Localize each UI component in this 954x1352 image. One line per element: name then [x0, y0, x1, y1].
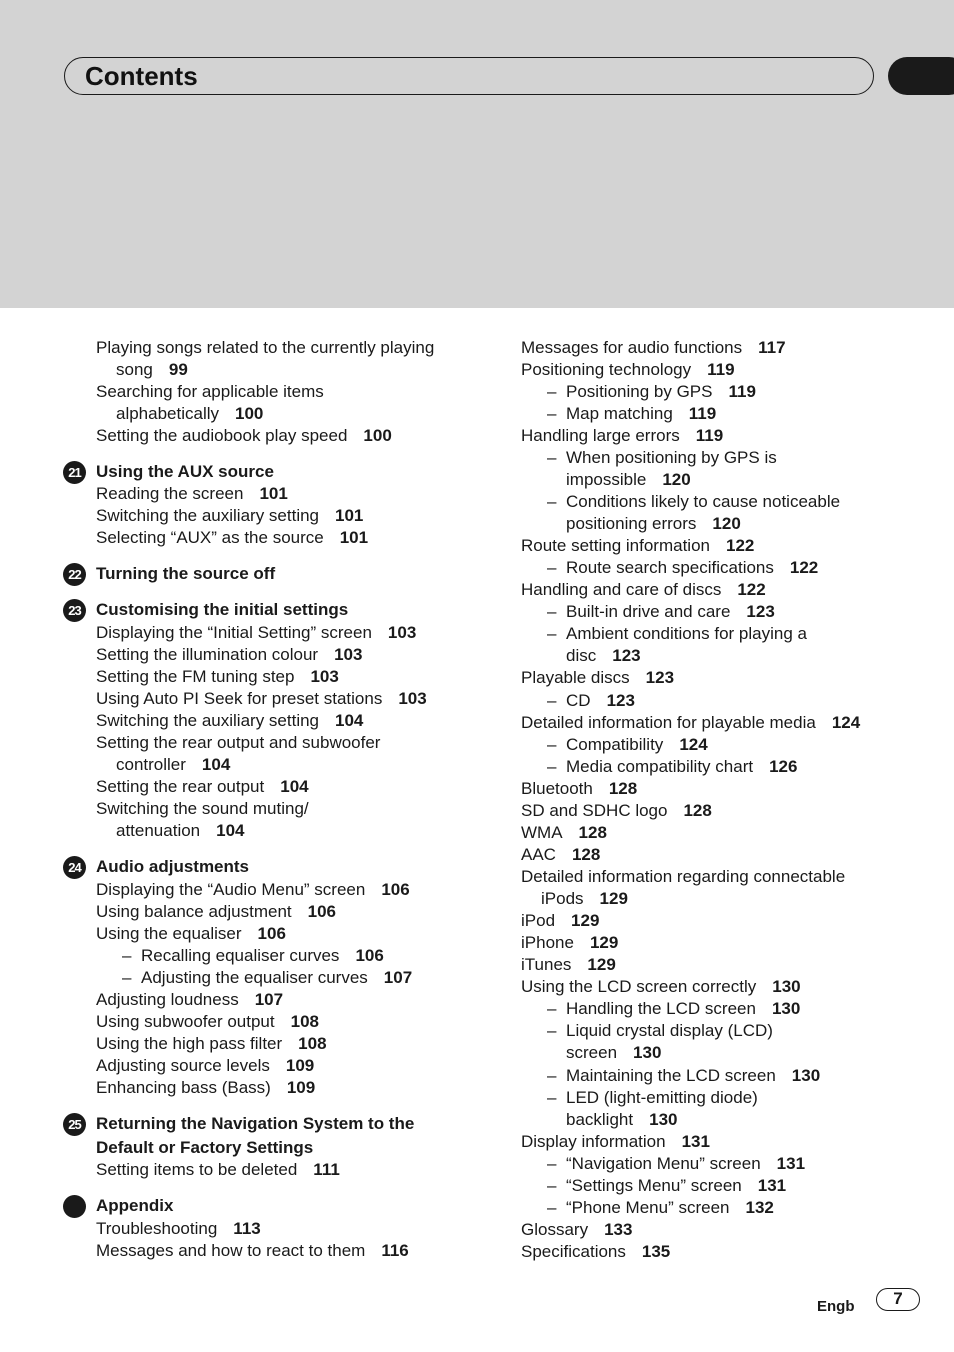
- toc-entry[interactable]: [96, 1240, 409, 1262]
- toc-entry[interactable]: [521, 1219, 632, 1241]
- toc-entry[interactable]: [521, 1241, 670, 1263]
- title-box: [64, 57, 874, 95]
- toc-entry[interactable]: [521, 579, 766, 601]
- page-number: 101: [339, 528, 369, 547]
- toc-entry[interactable]: [116, 403, 263, 425]
- dash-marker: –: [547, 1176, 557, 1195]
- page-number: 122: [789, 558, 819, 577]
- entry-text: Reading the screen: [96, 484, 244, 503]
- entry-text: Using the high pass filter: [96, 1034, 283, 1053]
- toc-entry[interactable]: [96, 798, 309, 820]
- section-heading[interactable]: [68, 1113, 415, 1135]
- section-number-badge: 24: [63, 856, 86, 879]
- dash-marker: –: [547, 382, 557, 401]
- page-number: 122: [737, 580, 766, 599]
- toc-entry[interactable]: [96, 879, 410, 901]
- dash-marker: –: [547, 757, 557, 776]
- page-number: 128: [578, 823, 607, 842]
- page-number: 129: [571, 911, 600, 930]
- page-number: 117: [758, 338, 786, 357]
- page-number: 135: [641, 1242, 671, 1261]
- entry-text: Using the equaliser: [96, 924, 242, 943]
- toc-subentry[interactable]: [141, 967, 412, 989]
- section-title: Audio adjustments: [96, 857, 250, 876]
- language-code: Engb: [817, 1298, 855, 1315]
- toc-entry[interactable]: [96, 666, 339, 688]
- entry-text: iPod: [521, 911, 556, 930]
- section-heading[interactable]: [68, 856, 250, 878]
- dash-marker: –: [547, 492, 557, 511]
- entry-text: iTunes: [521, 955, 572, 974]
- toc-entry[interactable]: [96, 337, 434, 359]
- page-number: 103: [310, 667, 339, 686]
- entry-text: backlight: [566, 1110, 634, 1129]
- page-number: 123: [645, 668, 675, 687]
- dash-marker: –: [547, 735, 557, 754]
- page-number: 129: [599, 889, 628, 908]
- section-number-badge: 25: [63, 1113, 86, 1136]
- toc-subentry[interactable]: [566, 1042, 661, 1064]
- entry-text: Recalling equaliser curves: [141, 946, 340, 965]
- toc-entry[interactable]: [96, 1011, 319, 1033]
- toc-entry[interactable]: [96, 1033, 327, 1055]
- toc-entry[interactable]: [521, 1131, 710, 1153]
- section-heading[interactable]: [96, 1195, 173, 1217]
- dash-marker: –: [547, 558, 557, 577]
- page-number: 107: [254, 990, 284, 1009]
- entry-text: disc: [566, 646, 597, 665]
- toc-subentry[interactable]: [566, 557, 818, 579]
- toc-subentry[interactable]: [566, 1020, 773, 1042]
- page-number: 133: [604, 1220, 633, 1239]
- page-number: 104: [335, 711, 364, 730]
- page-number: 106: [381, 880, 410, 899]
- page-number: 103: [398, 689, 427, 708]
- toc-entry[interactable]: [521, 844, 600, 866]
- entry-text: Troubleshooting: [96, 1219, 218, 1238]
- dash-marker: –: [122, 968, 132, 987]
- section-title: Using the AUX source: [96, 462, 274, 481]
- page-number: 120: [712, 514, 741, 533]
- page-number: 109: [286, 1078, 316, 1097]
- entry-text: “Settings Menu” screen: [566, 1176, 742, 1195]
- entry-text: Conditions likely to cause noticeable: [566, 492, 841, 511]
- page-number: 128: [608, 779, 638, 798]
- entry-text: WMA: [521, 823, 563, 842]
- entry-text: alphabetically: [116, 404, 220, 423]
- entry-text: Ambient conditions for playing a: [566, 624, 807, 643]
- entry-text: Switching the sound muting/: [96, 799, 309, 818]
- dash-marker: –: [547, 691, 557, 710]
- entry-text: Detailed information for playable media: [521, 713, 816, 732]
- toc-entry[interactable]: [521, 954, 616, 976]
- toc-entry[interactable]: [96, 710, 363, 732]
- page-number: 109: [285, 1056, 315, 1075]
- toc-subentry[interactable]: [566, 756, 797, 778]
- entry-text: Adjusting the equaliser curves: [141, 968, 368, 987]
- toc-subentry[interactable]: [566, 381, 756, 403]
- page-number: 108: [290, 1012, 319, 1031]
- entry-text: Liquid crystal display (LCD): [566, 1021, 773, 1040]
- entry-text: Using Auto PI Seek for preset stations: [96, 689, 383, 708]
- toc-entry[interactable]: [96, 1055, 314, 1077]
- toc-subentry[interactable]: [566, 1087, 758, 1109]
- entry-text: LED (light-emitting diode): [566, 1088, 758, 1107]
- entry-text: iPhone: [521, 933, 574, 952]
- page-number: 113: [233, 1219, 261, 1238]
- dash-marker: –: [547, 1088, 557, 1107]
- dash-marker: –: [547, 448, 557, 467]
- page-number: 123: [606, 691, 635, 710]
- page-number: 131: [776, 1154, 806, 1173]
- entry-text: Setting items to be deleted: [96, 1160, 298, 1179]
- toc-entry[interactable]: [521, 932, 618, 954]
- entry-text: Handling and care of discs: [521, 580, 722, 599]
- entry-text: Setting the rear output and subwoofer: [96, 733, 381, 752]
- page-number: 104: [280, 777, 309, 796]
- section-title: Returning the Navigation System to the: [96, 1114, 415, 1133]
- page-number: 126: [769, 757, 798, 776]
- page-title: Contents: [85, 61, 198, 91]
- toc-entry[interactable]: [96, 644, 362, 666]
- entry-text: Setting the audiobook play speed: [96, 426, 348, 445]
- section-title: Customising the initial settings: [96, 600, 349, 619]
- page-number: 119: [695, 426, 724, 445]
- toc-entry[interactable]: [116, 754, 230, 776]
- toc-entry[interactable]: [521, 359, 735, 381]
- dash-marker: –: [122, 946, 132, 965]
- toc-subentry[interactable]: [566, 645, 641, 667]
- entry-text: Glossary: [521, 1220, 589, 1239]
- entry-text: controller: [116, 755, 186, 774]
- entry-text: Positioning by GPS: [566, 382, 713, 401]
- toc-entry[interactable]: [96, 622, 416, 644]
- entry-text: Setting the illumination colour: [96, 645, 319, 664]
- entry-text: When positioning by GPS is: [566, 448, 777, 467]
- entry-text: Positioning technology: [521, 360, 692, 379]
- toc-subentry[interactable]: [566, 1065, 820, 1087]
- entry-text: Setting the FM tuning step: [96, 667, 295, 686]
- dash-marker: –: [547, 1154, 557, 1173]
- entry-text: Route setting information: [521, 536, 710, 555]
- toc-entry[interactable]: [521, 866, 845, 888]
- page-number: 100: [363, 426, 392, 445]
- page-number: 106: [257, 924, 286, 943]
- section-number-badge: 22: [63, 563, 86, 586]
- dash-marker: –: [547, 1198, 557, 1217]
- page-number: 124: [831, 713, 861, 732]
- section-heading-continued[interactable]: [96, 1137, 313, 1159]
- toc-entry[interactable]: [96, 923, 286, 945]
- entry-text: Switching the auxiliary setting: [96, 711, 320, 730]
- toc-subentry[interactable]: [566, 1175, 786, 1197]
- dash-marker: –: [547, 602, 557, 621]
- page-number: 129: [589, 933, 619, 952]
- page-number: 103: [334, 645, 363, 664]
- toc-entry[interactable]: [96, 1218, 261, 1240]
- entry-text: Messages and how to react to them: [96, 1241, 366, 1260]
- entry-text: Displaying the “Initial Setting” screen: [96, 623, 372, 642]
- toc-entry[interactable]: [521, 535, 754, 557]
- dash-marker: –: [547, 1066, 557, 1085]
- toc-entry[interactable]: [96, 901, 336, 923]
- entry-text: Route search specifications: [566, 558, 774, 577]
- section-bullet-badge: [63, 1195, 86, 1218]
- entry-text: Switching the auxiliary setting: [96, 506, 320, 525]
- toc-subentry[interactable]: [566, 513, 741, 535]
- page-number: 123: [746, 602, 775, 621]
- entry-text: Searching for applicable items: [96, 382, 324, 401]
- toc-subentry[interactable]: [141, 945, 384, 967]
- entry-text: Specifications: [521, 1242, 626, 1261]
- toc-entry[interactable]: [116, 359, 188, 381]
- toc-entry[interactable]: [96, 732, 380, 754]
- page-number: 119: [707, 360, 735, 379]
- toc-subentry[interactable]: [566, 601, 775, 623]
- toc-subentry[interactable]: [566, 690, 635, 712]
- page-number-badge: 7: [876, 1288, 920, 1311]
- toc-subentry[interactable]: [566, 998, 800, 1020]
- toc-entry[interactable]: [96, 1077, 315, 1099]
- entry-text: “Navigation Menu” screen: [566, 1154, 761, 1173]
- entry-text: positioning errors: [566, 514, 697, 533]
- section-title: Default or Factory Settings: [96, 1138, 314, 1157]
- page-number: 128: [683, 801, 712, 820]
- toc-entry[interactable]: [521, 425, 723, 447]
- toc-subentry[interactable]: [566, 734, 708, 756]
- entry-text: CD: [566, 691, 591, 710]
- entry-text: impossible: [566, 470, 647, 489]
- toc-entry[interactable]: [96, 527, 368, 549]
- entry-text: Selecting “AUX” as the source: [96, 528, 324, 547]
- header-band: [0, 0, 954, 308]
- toc-entry[interactable]: [96, 425, 392, 447]
- page-number: 120: [662, 470, 691, 489]
- dash-marker: –: [547, 624, 557, 643]
- entry-text: song: [116, 360, 153, 379]
- page-number: 130: [791, 1066, 821, 1085]
- page-number: 131: [681, 1132, 710, 1151]
- section-heading[interactable]: [68, 461, 274, 483]
- page-number: 103: [387, 623, 417, 642]
- dash-marker: –: [547, 404, 557, 423]
- toc-subentry[interactable]: [566, 491, 840, 513]
- entry-text: Detailed information regarding connectable: [521, 867, 846, 886]
- page-number: 101: [335, 506, 364, 525]
- entry-text: SD and SDHC logo: [521, 801, 668, 820]
- section-title: Appendix: [96, 1196, 174, 1215]
- page-number: 132: [745, 1198, 774, 1217]
- toc-entry[interactable]: [521, 800, 712, 822]
- toc-entry[interactable]: [96, 381, 324, 403]
- page-number: 100: [235, 404, 264, 423]
- page-number: 130: [771, 999, 801, 1018]
- toc-entry[interactable]: [521, 976, 801, 998]
- entry-text: Adjusting source levels: [96, 1056, 270, 1075]
- page-number: 130: [649, 1110, 678, 1129]
- entry-text: attenuation: [116, 821, 201, 840]
- section-tab: [888, 57, 954, 95]
- entry-text: iPods: [541, 889, 584, 908]
- section-heading[interactable]: [68, 599, 349, 621]
- toc-subentry[interactable]: [566, 403, 716, 425]
- toc-subentry[interactable]: [566, 1153, 805, 1175]
- page-number: 119: [728, 382, 756, 401]
- toc-entry[interactable]: [96, 776, 309, 798]
- page-number: 122: [726, 536, 755, 555]
- page-number: 124: [679, 735, 708, 754]
- dash-marker: –: [547, 1021, 557, 1040]
- dash-marker: –: [547, 999, 557, 1018]
- toc-entry[interactable]: [541, 888, 628, 910]
- toc-entry[interactable]: [521, 667, 674, 689]
- entry-text: Playing songs related to the currently playing: [96, 338, 435, 357]
- section-number-badge: 21: [63, 461, 86, 484]
- toc-entry[interactable]: [521, 778, 637, 800]
- entry-text: Messages for audio functions: [521, 338, 743, 357]
- page-number: 108: [298, 1034, 327, 1053]
- toc-subentry[interactable]: [566, 447, 777, 469]
- entry-text: AAC: [521, 845, 556, 864]
- entry-text: “Phone Menu” screen: [566, 1198, 730, 1217]
- toc-subentry[interactable]: [566, 623, 807, 645]
- page-number: 99: [168, 360, 188, 379]
- entry-text: Built-in drive and care: [566, 602, 731, 621]
- toc-entry[interactable]: [521, 910, 599, 932]
- toc-entry[interactable]: [96, 483, 288, 505]
- page-number: 104: [216, 821, 245, 840]
- toc-entry[interactable]: [116, 820, 245, 842]
- entry-text: Display information: [521, 1132, 666, 1151]
- entry-text: Handling large errors: [521, 426, 680, 445]
- section-title: Turning the source off: [96, 564, 276, 583]
- page-number: 116: [381, 1241, 409, 1260]
- entry-text: Handling the LCD screen: [566, 999, 756, 1018]
- entry-text: Using the LCD screen correctly: [521, 977, 757, 996]
- toc-entry[interactable]: [521, 337, 786, 359]
- page-number: 106: [355, 946, 384, 965]
- page-number: 111: [313, 1160, 340, 1179]
- entry-text: Using balance adjustment: [96, 902, 292, 921]
- entry-text: Compatibility: [566, 735, 664, 754]
- toc-entry[interactable]: [521, 822, 607, 844]
- page-number: 130: [633, 1043, 662, 1062]
- toc-subentry[interactable]: [566, 1197, 774, 1219]
- entry-text: Setting the rear output: [96, 777, 265, 796]
- page-number: 128: [571, 845, 601, 864]
- page-number: 129: [587, 955, 616, 974]
- toc-entry[interactable]: [96, 989, 283, 1011]
- entry-text: Enhancing bass (Bass): [96, 1078, 271, 1097]
- entry-text: Map matching: [566, 404, 673, 423]
- toc-subentry[interactable]: [566, 1109, 677, 1131]
- entry-text: Playable discs: [521, 668, 630, 687]
- entry-text: Maintaining the LCD screen: [566, 1066, 776, 1085]
- entry-text: Media compatibility chart: [566, 757, 754, 776]
- toc-entry[interactable]: [96, 1159, 340, 1181]
- page-number: 101: [259, 484, 288, 503]
- page-number: 106: [307, 902, 336, 921]
- toc-entry[interactable]: [96, 505, 363, 527]
- page-number: 123: [612, 646, 641, 665]
- section-heading[interactable]: [68, 563, 276, 585]
- page-number: 119: [688, 404, 717, 423]
- toc-subentry[interactable]: [566, 469, 691, 491]
- toc-entry[interactable]: [521, 712, 860, 734]
- entry-text: Bluetooth: [521, 779, 593, 798]
- page-number: 131: [757, 1176, 787, 1195]
- entry-text: screen: [566, 1043, 618, 1062]
- entry-text: Using subwoofer output: [96, 1012, 275, 1031]
- page-number: 104: [201, 755, 231, 774]
- page-number: 130: [772, 977, 801, 996]
- entry-text: Displaying the “Audio Menu” screen: [96, 880, 366, 899]
- section-number-badge: 23: [63, 599, 86, 622]
- page-number: 107: [383, 968, 413, 987]
- toc-entry[interactable]: [96, 688, 427, 710]
- entry-text: Adjusting loudness: [96, 990, 239, 1009]
